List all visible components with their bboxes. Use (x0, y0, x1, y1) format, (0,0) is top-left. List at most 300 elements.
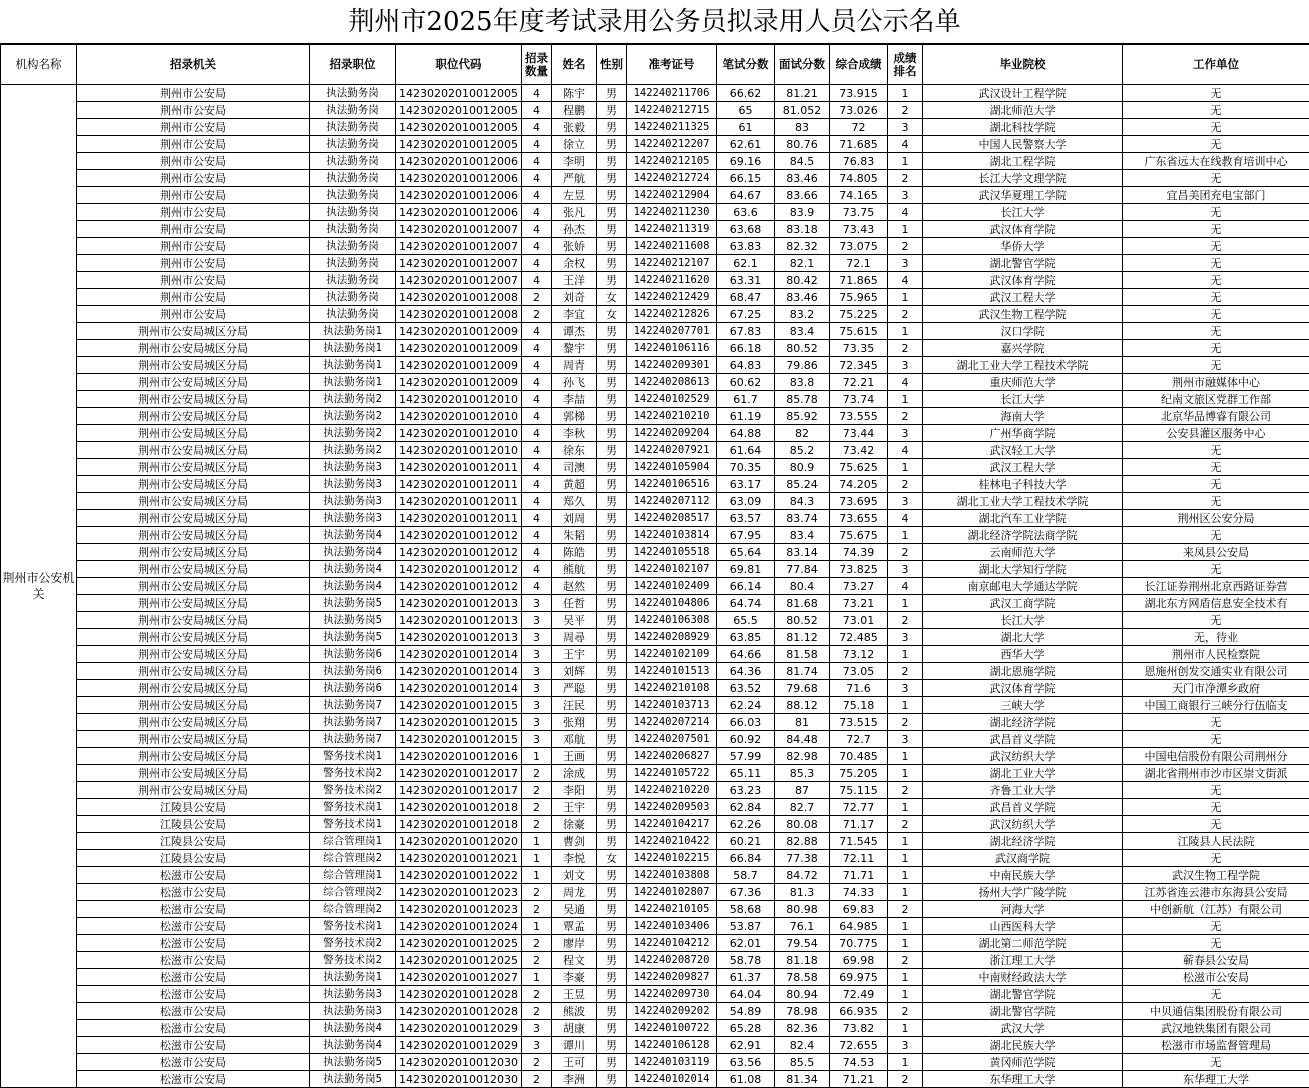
cell-school: 湖北民族大学 (923, 1037, 1123, 1054)
cell-quota: 4 (522, 374, 552, 391)
cell-written-score: 64.04 (717, 986, 775, 1003)
cell-quota: 4 (522, 119, 552, 136)
cell-gender: 女 (597, 306, 627, 323)
cell-recruiting-agency: 松滋市公安局 (77, 884, 310, 901)
cell-name: 张娇 (552, 238, 597, 255)
cell-total-score: 72.21 (830, 374, 888, 391)
cell-position: 执法勤务岗5 (310, 629, 396, 646)
table-row (1, 612, 1309, 629)
cell-gender: 男 (597, 102, 627, 119)
cell-quota: 4 (522, 561, 552, 578)
cell-exam-id: 142240105518 (627, 544, 717, 561)
cell-gender: 男 (597, 357, 627, 374)
cell-name: 熊波 (552, 1003, 597, 1020)
cell-gender: 男 (597, 493, 627, 510)
cell-name: 邓航 (552, 731, 597, 748)
cell-school: 长江大学 (923, 612, 1123, 629)
cell-written-score: 65.64 (717, 544, 775, 561)
cell-total-score: 75.965 (830, 289, 888, 306)
cell-school: 湖北警官学院 (923, 986, 1123, 1003)
cell-employer: 蕲春县公安局 (1123, 952, 1309, 969)
cell-position: 执法勤务岗4 (310, 544, 396, 561)
cell-interview-score: 83.46 (775, 170, 830, 187)
cell-name: 程文 (552, 952, 597, 969)
cell-exam-id: 142240100722 (627, 1020, 717, 1037)
cell-recruiting-agency: 荆州市公安局 (77, 204, 310, 221)
cell-quota: 1 (522, 833, 552, 850)
header-rank: 成绩排名 (888, 45, 923, 85)
cell-school: 浙江理工大学 (923, 952, 1123, 969)
cell-rank: 2 (888, 612, 923, 629)
cell-exam-id: 142240212429 (627, 289, 717, 306)
header-school: 毕业院校 (923, 45, 1123, 85)
table-row (1, 867, 1309, 884)
cell-position: 警务技术岗2 (310, 952, 396, 969)
cell-written-score: 63.56 (717, 1054, 775, 1071)
cell-interview-score: 81.34 (775, 1071, 830, 1088)
cell-rank: 1 (888, 289, 923, 306)
cell-written-score: 65 (717, 102, 775, 119)
cell-position: 警务技术岗2 (310, 765, 396, 782)
cell-recruiting-agency: 荆州市公安局城区分局 (77, 629, 310, 646)
cell-rank: 3 (888, 731, 923, 748)
cell-exam-id: 142240103808 (627, 867, 717, 884)
cell-gender: 男 (597, 136, 627, 153)
cell-recruiting-agency: 松滋市公安局 (77, 1037, 310, 1054)
cell-school: 武汉设计工程学院 (923, 85, 1123, 102)
cell-employer: 中国电信股份有限公司荆州分 (1123, 748, 1309, 765)
header-recruiting-agency: 招录机关 (77, 45, 310, 85)
cell-written-score: 62.1 (717, 255, 775, 272)
cell-employer: 无 (1123, 527, 1309, 544)
cell-name: 徐立 (552, 136, 597, 153)
cell-recruiting-agency: 松滋市公安局 (77, 1003, 310, 1020)
cell-rank: 2 (888, 901, 923, 918)
cell-exam-id: 142240212207 (627, 136, 717, 153)
cell-school: 汉口学院 (923, 323, 1123, 340)
cell-position-code: 14230202010012014 (396, 680, 522, 697)
cell-interview-score: 83.46 (775, 289, 830, 306)
cell-employer: 无 (1123, 782, 1309, 799)
cell-name: 任哲 (552, 595, 597, 612)
cell-school: 长江大学 (923, 391, 1123, 408)
cell-interview-score: 83.4 (775, 323, 830, 340)
table-row (1, 1071, 1309, 1088)
cell-position-code: 14230202010012005 (396, 102, 522, 119)
cell-recruiting-agency: 荆州市公安局城区分局 (77, 714, 310, 731)
cell-position: 执法勤务岗 (310, 85, 396, 102)
cell-written-score: 61.08 (717, 1071, 775, 1088)
cell-rank: 1 (888, 646, 923, 663)
cell-position-code: 14230202010012016 (396, 748, 522, 765)
cell-employer: 无 (1123, 306, 1309, 323)
cell-school: 扬州大学广陵学院 (923, 884, 1123, 901)
cell-recruiting-agency: 荆州市公安局 (77, 119, 310, 136)
cell-total-score: 73.695 (830, 493, 888, 510)
cell-position: 执法勤务岗7 (310, 731, 396, 748)
cell-employer: 无 (1123, 799, 1309, 816)
cell-employer: 纪南文旅区党群工作部 (1123, 391, 1309, 408)
cell-position: 执法勤务岗 (310, 102, 396, 119)
cell-rank: 4 (888, 204, 923, 221)
cell-school: 武汉华夏理工学院 (923, 187, 1123, 204)
cell-quota: 3 (522, 731, 552, 748)
cell-name: 余权 (552, 255, 597, 272)
cell-interview-score: 82.32 (775, 238, 830, 255)
header-quota: 招录数量 (522, 45, 552, 85)
cell-rank: 1 (888, 867, 923, 884)
cell-exam-id: 142240104217 (627, 816, 717, 833)
cell-total-score: 73.515 (830, 714, 888, 731)
cell-position-code: 14230202010012011 (396, 459, 522, 476)
cell-quota: 1 (522, 748, 552, 765)
cell-total-score: 72.49 (830, 986, 888, 1003)
cell-interview-score: 83.8 (775, 374, 830, 391)
cell-gender: 男 (597, 510, 627, 527)
cell-written-score: 62.01 (717, 935, 775, 952)
cell-total-score: 73.27 (830, 578, 888, 595)
cell-position-code: 14230202010012020 (396, 833, 522, 850)
cell-school: 齐鲁工业大学 (923, 782, 1123, 799)
cell-name: 司澳 (552, 459, 597, 476)
cell-exam-id: 142240102807 (627, 884, 717, 901)
cell-name: 郑久 (552, 493, 597, 510)
cell-quota: 2 (522, 1003, 552, 1020)
cell-position: 执法勤务岗6 (310, 646, 396, 663)
cell-written-score: 66.14 (717, 578, 775, 595)
cell-position-code: 14230202010012012 (396, 527, 522, 544)
cell-recruiting-agency: 松滋市公安局 (77, 901, 310, 918)
cell-quota: 4 (522, 340, 552, 357)
cell-interview-score: 81.12 (775, 629, 830, 646)
cell-total-score: 72 (830, 119, 888, 136)
cell-name: 熊航 (552, 561, 597, 578)
cell-written-score: 66.15 (717, 170, 775, 187)
cell-written-score: 64.66 (717, 646, 775, 663)
cell-total-score: 75.225 (830, 306, 888, 323)
cell-name: 郭梯 (552, 408, 597, 425)
cell-interview-score: 79.54 (775, 935, 830, 952)
cell-total-score: 74.39 (830, 544, 888, 561)
cell-rank: 3 (888, 561, 923, 578)
cell-gender: 女 (597, 289, 627, 306)
cell-position-code: 14230202010012028 (396, 986, 522, 1003)
cell-name: 朱韬 (552, 527, 597, 544)
cell-name: 汪民 (552, 697, 597, 714)
cell-name: 王洋 (552, 272, 597, 289)
cell-quota: 2 (522, 782, 552, 799)
cell-position-code: 14230202010012015 (396, 731, 522, 748)
cell-school: 湖北汽车工业学院 (923, 510, 1123, 527)
cell-recruiting-agency: 松滋市公安局 (77, 1071, 310, 1088)
cell-quota: 4 (522, 170, 552, 187)
cell-gender: 男 (597, 697, 627, 714)
table-row (1, 901, 1309, 918)
cell-quota: 4 (522, 204, 552, 221)
cell-exam-id: 142240101513 (627, 663, 717, 680)
cell-name: 王宇 (552, 646, 597, 663)
cell-gender: 男 (597, 238, 627, 255)
cell-gender: 男 (597, 459, 627, 476)
cell-position: 执法勤务岗5 (310, 1054, 396, 1071)
cell-interview-score: 77.38 (775, 850, 830, 867)
cell-quota: 3 (522, 629, 552, 646)
cell-written-score: 61.64 (717, 442, 775, 459)
cell-total-score: 71.71 (830, 867, 888, 884)
cell-position-code: 14230202010012017 (396, 782, 522, 799)
cell-quota: 1 (522, 867, 552, 884)
cell-interview-score: 79.68 (775, 680, 830, 697)
cell-school: 武汉体育学院 (923, 680, 1123, 697)
cell-interview-score: 82.98 (775, 748, 830, 765)
table-row (1, 714, 1309, 731)
cell-rank: 1 (888, 391, 923, 408)
cell-recruiting-agency: 荆州市公安局城区分局 (77, 323, 310, 340)
cell-exam-id: 142240211325 (627, 119, 717, 136)
cell-gender: 男 (597, 1054, 627, 1071)
cell-exam-id: 142240209827 (627, 969, 717, 986)
cell-position-code: 14230202010012007 (396, 221, 522, 238)
cell-employer: 广东省远大在线教育培训中心 (1123, 153, 1309, 170)
cell-recruiting-agency: 荆州市公安局 (77, 85, 310, 102)
cell-exam-id: 142240103406 (627, 918, 717, 935)
cell-exam-id: 142240208929 (627, 629, 717, 646)
cell-gender: 男 (597, 799, 627, 816)
cell-rank: 1 (888, 969, 923, 986)
cell-position-code: 14230202010012027 (396, 969, 522, 986)
cell-name: 黎宇 (552, 340, 597, 357)
cell-position: 执法勤务岗4 (310, 578, 396, 595)
cell-exam-id: 142240104806 (627, 595, 717, 612)
cell-name: 严聪 (552, 680, 597, 697)
cell-interview-score: 78.58 (775, 969, 830, 986)
cell-position-code: 14230202010012011 (396, 476, 522, 493)
cell-employer: 无 (1123, 221, 1309, 238)
table-row (1, 119, 1309, 136)
cell-rank: 1 (888, 1054, 923, 1071)
cell-total-score: 73.075 (830, 238, 888, 255)
cell-position-code: 14230202010012025 (396, 935, 522, 952)
cell-gender: 男 (597, 561, 627, 578)
cell-total-score: 72.655 (830, 1037, 888, 1054)
cell-exam-id: 142240210210 (627, 408, 717, 425)
cell-position-code: 14230202010012012 (396, 561, 522, 578)
cell-interview-score: 81.18 (775, 952, 830, 969)
cell-exam-id: 142240211706 (627, 85, 717, 102)
cell-rank: 2 (888, 663, 923, 680)
cell-employer: 来凤县公安局 (1123, 544, 1309, 561)
cell-recruiting-agency: 荆州市公安局 (77, 136, 310, 153)
cell-gender: 男 (597, 476, 627, 493)
cell-employer: 江苏省连云港市东海县公安局 (1123, 884, 1309, 901)
cell-total-score: 73.915 (830, 85, 888, 102)
cell-employer: 无，待业 (1123, 629, 1309, 646)
table-row (1, 1054, 1309, 1071)
cell-position: 执法勤务岗5 (310, 612, 396, 629)
cell-recruiting-agency: 荆州市公安局城区分局 (77, 510, 310, 527)
header-exam-id: 准考证号 (627, 45, 717, 85)
cell-gender: 男 (597, 969, 627, 986)
cell-employer: 恩施州创发交通实业有限公司 (1123, 663, 1309, 680)
cell-exam-id: 142240211230 (627, 204, 717, 221)
cell-total-score: 73.655 (830, 510, 888, 527)
cell-rank: 4 (888, 510, 923, 527)
cell-position-code: 14230202010012028 (396, 1003, 522, 1020)
cell-total-score: 73.75 (830, 204, 888, 221)
cell-school: 海南大学 (923, 408, 1123, 425)
cell-gender: 男 (597, 425, 627, 442)
cell-interview-score: 80.42 (775, 272, 830, 289)
cell-interview-score: 85.3 (775, 765, 830, 782)
cell-written-score: 60.21 (717, 833, 775, 850)
cell-recruiting-agency: 松滋市公安局 (77, 1020, 310, 1037)
cell-interview-score: 82.7 (775, 799, 830, 816)
cell-gender: 男 (597, 1003, 627, 1020)
cell-position-code: 14230202010012029 (396, 1020, 522, 1037)
cell-total-score: 73.43 (830, 221, 888, 238)
cell-written-score: 62.24 (717, 697, 775, 714)
cell-position-code: 14230202010012007 (396, 255, 522, 272)
cell-recruiting-agency: 荆州市公安局城区分局 (77, 612, 310, 629)
cell-written-score: 64.83 (717, 357, 775, 374)
cell-written-score: 63.17 (717, 476, 775, 493)
cell-position: 执法勤务岗 (310, 170, 396, 187)
cell-total-score: 75.205 (830, 765, 888, 782)
table-row (1, 272, 1309, 289)
cell-name: 李宜 (552, 306, 597, 323)
cell-employer: 无 (1123, 255, 1309, 272)
cell-quota: 4 (522, 85, 552, 102)
cell-interview-score: 81.74 (775, 663, 830, 680)
cell-gender: 男 (597, 884, 627, 901)
cell-recruiting-agency: 荆州市公安局城区分局 (77, 765, 310, 782)
cell-employer: 无 (1123, 459, 1309, 476)
cell-interview-score: 82.88 (775, 833, 830, 850)
table-row (1, 884, 1309, 901)
cell-total-score: 73.01 (830, 612, 888, 629)
table-row (1, 629, 1309, 646)
cell-written-score: 64.36 (717, 663, 775, 680)
cell-employer: 东华理工大学 (1123, 1071, 1309, 1088)
cell-recruiting-agency: 荆州市公安局 (77, 272, 310, 289)
cell-interview-score: 83.9 (775, 204, 830, 221)
cell-exam-id: 142240106116 (627, 340, 717, 357)
cell-school: 武昌首义学院 (923, 799, 1123, 816)
cell-gender: 男 (597, 680, 627, 697)
table-row (1, 595, 1309, 612)
cell-name: 李秋 (552, 425, 597, 442)
cell-total-score: 73.44 (830, 425, 888, 442)
cell-school: 湖北恩施学院 (923, 663, 1123, 680)
cell-written-score: 64.67 (717, 187, 775, 204)
cell-name: 刘奇 (552, 289, 597, 306)
cell-position-code: 14230202010012024 (396, 918, 522, 935)
cell-employer: 无 (1123, 119, 1309, 136)
cell-school: 武汉纺织大学 (923, 816, 1123, 833)
cell-position: 执法勤务岗6 (310, 663, 396, 680)
cell-name: 谭川 (552, 1037, 597, 1054)
cell-gender: 男 (597, 272, 627, 289)
cell-exam-id: 142240209204 (627, 425, 717, 442)
cell-gender: 男 (597, 1020, 627, 1037)
cell-rank: 3 (888, 680, 923, 697)
cell-position-code: 14230202010012010 (396, 442, 522, 459)
cell-total-score: 73.825 (830, 561, 888, 578)
cell-exam-id: 142240207501 (627, 731, 717, 748)
cell-recruiting-agency: 荆州市公安局城区分局 (77, 374, 310, 391)
table-row (1, 255, 1309, 272)
cell-school: 河海大学 (923, 901, 1123, 918)
cell-employer: 无 (1123, 850, 1309, 867)
cell-written-score: 58.78 (717, 952, 775, 969)
cell-total-score: 71.17 (830, 816, 888, 833)
cell-rank: 2 (888, 238, 923, 255)
cell-recruiting-agency: 荆州市公安局城区分局 (77, 731, 310, 748)
cell-position-code: 14230202010012008 (396, 289, 522, 306)
cell-gender: 男 (597, 765, 627, 782)
cell-total-score: 72.77 (830, 799, 888, 816)
cell-recruiting-agency: 江陵县公安局 (77, 833, 310, 850)
cell-interview-score: 84.3 (775, 493, 830, 510)
cell-total-score: 71.6 (830, 680, 888, 697)
cell-exam-id: 142240209301 (627, 357, 717, 374)
table-row (1, 153, 1309, 170)
table-row (1, 697, 1309, 714)
cell-exam-id: 142240102215 (627, 850, 717, 867)
cell-written-score: 62.61 (717, 136, 775, 153)
cell-gender: 男 (597, 901, 627, 918)
cell-school: 黄冈师范学院 (923, 1054, 1123, 1071)
cell-employer: 天门市净潭乡政府 (1123, 680, 1309, 697)
cell-recruiting-agency: 松滋市公安局 (77, 969, 310, 986)
cell-employer: 无 (1123, 1054, 1309, 1071)
cell-employer: 松滋市市场监督管理局 (1123, 1037, 1309, 1054)
cell-employer: 无 (1123, 323, 1309, 340)
cell-written-score: 69.16 (717, 153, 775, 170)
cell-quota: 4 (522, 272, 552, 289)
cell-interview-score: 81.052 (775, 102, 830, 119)
table-row (1, 357, 1309, 374)
cell-employer: 公安县灌区服务中心 (1123, 425, 1309, 442)
cell-exam-id: 142240210105 (627, 901, 717, 918)
cell-interview-score: 80.4 (775, 578, 830, 595)
table-row (1, 816, 1309, 833)
cell-exam-id: 142240210220 (627, 782, 717, 799)
table-row (1, 663, 1309, 680)
cell-position-code: 14230202010012005 (396, 136, 522, 153)
table-row (1, 374, 1309, 391)
cell-recruiting-agency: 荆州市公安局 (77, 187, 310, 204)
cell-position: 执法勤务岗3 (310, 986, 396, 1003)
cell-position-code: 14230202010012013 (396, 595, 522, 612)
cell-total-score: 75.675 (830, 527, 888, 544)
cell-total-score: 73.35 (830, 340, 888, 357)
cell-position: 执法勤务岗6 (310, 680, 396, 697)
cell-employer: 无 (1123, 476, 1309, 493)
cell-exam-id: 142240208613 (627, 374, 717, 391)
cell-written-score: 66.62 (717, 85, 775, 102)
cell-interview-score: 82.1 (775, 255, 830, 272)
cell-name: 周青 (552, 357, 597, 374)
cell-rank: 1 (888, 221, 923, 238)
cell-written-score: 60.62 (717, 374, 775, 391)
cell-written-score: 64.88 (717, 425, 775, 442)
cell-exam-id: 142240106308 (627, 612, 717, 629)
cell-interview-score: 80.94 (775, 986, 830, 1003)
cell-position: 执法勤务岗3 (310, 493, 396, 510)
cell-employer: 中创新航（江苏）有限公司 (1123, 901, 1309, 918)
cell-rank: 1 (888, 1020, 923, 1037)
